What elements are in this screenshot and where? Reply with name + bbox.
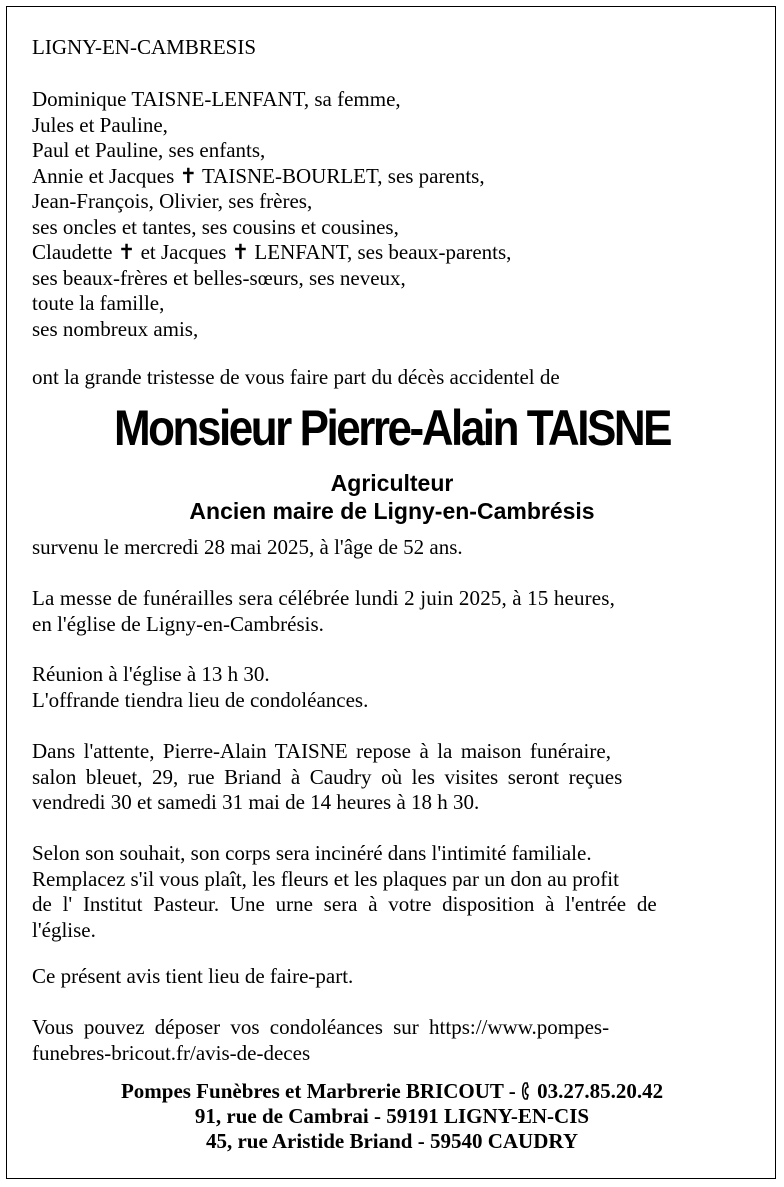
cross-icon: ✝ xyxy=(179,163,198,188)
rest-line: salon bleuet, 29, rue Briand à Caudry où les visites seront reçues xyxy=(32,764,623,789)
town-header-text: LIGNY-EN-CAMBRESIS xyxy=(32,35,257,59)
announcement-text: ont la grande tristesse de vous faire part du décès accidentel de xyxy=(32,365,560,389)
family-line: Dominique TAISNE-LENFANT, sa femme, xyxy=(32,87,401,111)
family-line xyxy=(32,164,754,190)
family-line: Jules et Pauline, xyxy=(32,112,168,137)
rest-line: vendredi 30 et samedi 31 mai de 14 heures à 18 h 30. xyxy=(32,790,480,814)
meeting-line: Réunion à l'église à 13 h 30. xyxy=(32,662,270,686)
condolences-info xyxy=(32,1015,754,1066)
funeral-line: en l'église de Ligny-en-Cambrésis. xyxy=(32,611,324,636)
wishes-info xyxy=(32,841,754,943)
wishes-line: l'église. xyxy=(32,917,96,942)
funeral-home-address: 91, rue de Cambrai - 59191 LIGNY-EN-CIS xyxy=(194,1104,590,1128)
family-line: ses oncles et tantes, ses cousins et cousines, xyxy=(32,214,399,239)
rest-line: Dans l'attente, Pierre-Alain TAISNE repose à la maison funéraire, xyxy=(32,739,611,763)
phone-icon xyxy=(521,1081,537,1099)
notice-note xyxy=(32,964,754,990)
notice-note-text: Ce présent avis tient lieu de faire-part. xyxy=(32,964,354,988)
death-info xyxy=(32,535,754,561)
phone-number[interactable]: 03.27.85.20.42 xyxy=(537,1079,664,1103)
funeral-home-footer xyxy=(7,1079,777,1154)
meeting-line: L'offrande tiendra lieu de condoléances. xyxy=(32,687,369,712)
deceased-former-title: Ancien maire de Ligny-en-Cambrésis xyxy=(189,498,595,524)
deceased-name: Monsieur Pierre-Alain TAISNE xyxy=(113,400,671,456)
cross-icon: ✝ xyxy=(117,240,136,264)
family-line xyxy=(32,240,754,266)
family-text: et Jacques xyxy=(135,240,232,264)
funeral-home-company-line xyxy=(7,1079,777,1104)
funeral-info xyxy=(32,586,754,637)
deceased-occupation: Agriculteur xyxy=(330,470,454,496)
announcement xyxy=(32,365,754,391)
cross-icon: ✝ xyxy=(231,240,250,264)
wishes-line: Remplacez s'il vous plaît, les fleurs et les plaques par un don au profit xyxy=(32,866,619,891)
condolences-line: funebres-bricout.fr/avis-de-deces xyxy=(32,1040,311,1065)
family-line: toute la famille, xyxy=(32,291,165,315)
funeral-home-name: Pompes Funèbres et Marbrerie BRICOUT - xyxy=(120,1079,522,1103)
rest-info xyxy=(32,739,754,816)
family-line: ses beaux-frères et belles-sœurs, ses neveux, xyxy=(32,265,406,290)
family-line: Jean-François, Olivier, ses frères, xyxy=(32,189,313,213)
family-line: Paul et Pauline, ses enfants, xyxy=(32,138,266,162)
family-text: Annie et Jacques xyxy=(32,163,180,188)
funeral-line: La messe de funérailles sera célébrée lundi 2 juin 2025, à 15 heures, xyxy=(32,586,615,610)
wishes-line: de l' Institut Pasteur. Une urne sera à votre disposition à l'entrée de xyxy=(32,892,657,916)
death-info-text: survenu le mercredi 28 mai 2025, à l'âge de 52 ans. xyxy=(32,535,463,559)
family-list xyxy=(32,87,754,342)
funeral-home-address: 45, rue Aristide Briand - 59540 CAUDRY xyxy=(205,1129,578,1153)
family-text: Claudette xyxy=(32,240,118,264)
family-line: ses nombreux amis, xyxy=(32,316,199,341)
town-header xyxy=(32,35,754,61)
obituary-notice xyxy=(6,6,776,1179)
condolences-line: Vous pouvez déposer vos condoléances sur https://www.pompes- xyxy=(32,1015,610,1039)
wishes-line: Selon son souhait, son corps sera incinéré dans l'intimité familiale. xyxy=(32,841,592,865)
family-text: LENFANT, ses beaux-parents, xyxy=(249,240,512,264)
family-text: TAISNE-BOURLET, ses parents, xyxy=(197,163,485,188)
meeting-info xyxy=(32,662,754,713)
